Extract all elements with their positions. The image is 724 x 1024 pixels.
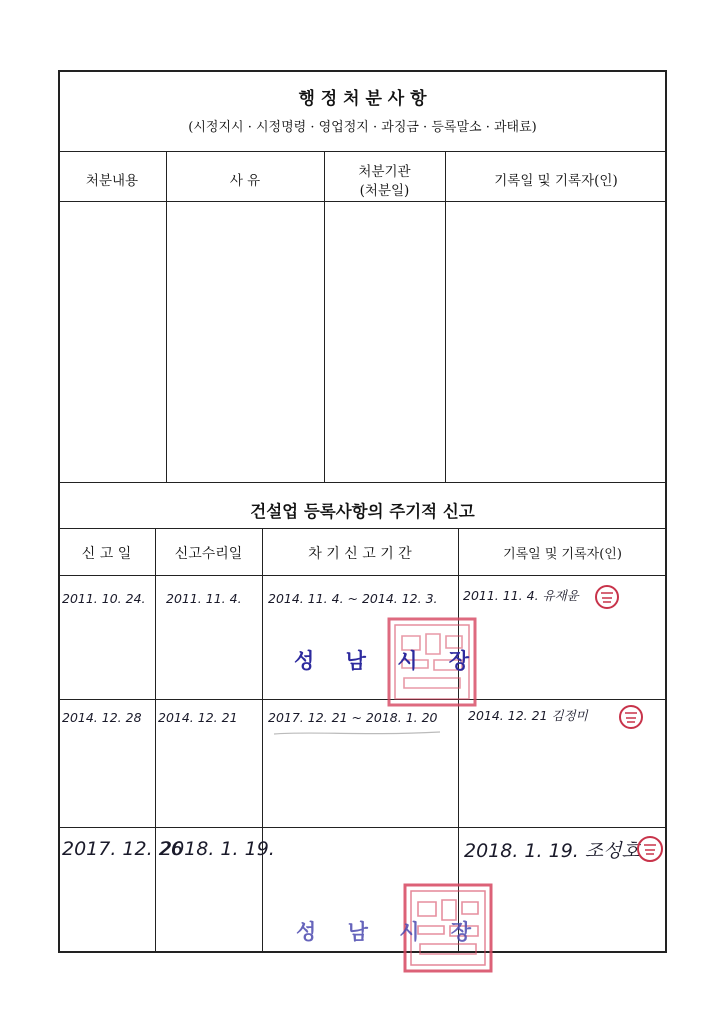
section1-subtitle: (시정지시 · 시정명령 · 영업정지 · 과징금 · 등록말소 · 과태료)	[188, 120, 537, 135]
row3-accept-date: 2018. 1. 19.	[160, 838, 275, 860]
column-divider	[324, 151, 325, 482]
divider	[58, 575, 667, 576]
header-record-2: 기록일 및 기록자(인)	[503, 547, 622, 562]
mayor-stamp-text: 성 남 시 장	[296, 920, 484, 944]
personal-seal-icon	[636, 835, 664, 863]
row1-next-period: 2014. 11. 4. ~ 2014. 12. 3.	[268, 591, 438, 606]
personal-seal-icon	[594, 584, 620, 610]
divider	[58, 201, 667, 202]
row2-record: 2014. 12. 21 김정미	[468, 708, 588, 723]
column-divider	[445, 151, 446, 482]
row1-report-date: 2011. 10. 24.	[62, 591, 146, 606]
column-divider	[166, 151, 167, 482]
row2-report-date: 2014. 12. 28	[62, 710, 142, 725]
header-report-date: 신 고 일	[81, 546, 132, 562]
mayor-stamp-text: 성 남 시 장	[294, 649, 482, 673]
personal-seal-icon	[618, 704, 644, 730]
divider	[58, 699, 667, 700]
header-action-content: 처분내용	[85, 173, 139, 189]
row3-report-date: 2017. 12. 26	[62, 838, 183, 860]
row1-record: 2011. 11. 4. 유재윤	[463, 588, 579, 603]
column-divider	[155, 528, 156, 953]
header-record: 기록일 및 기록자(인)	[494, 173, 618, 189]
divider	[58, 827, 667, 828]
header-action-date: (처분일)	[359, 183, 410, 199]
divider	[58, 482, 667, 483]
row2-next-period: 2017. 12. 21 ~ 2018. 1. 20	[268, 710, 438, 725]
row2-accept-date: 2014. 12. 21	[158, 710, 238, 725]
row1-accept-date: 2011. 11. 4.	[166, 591, 242, 606]
header-reason: 사 유	[229, 173, 261, 189]
divider	[58, 151, 667, 152]
header-next-period: 차 기 신 고 기 간	[308, 546, 412, 562]
header-agency: 처분기관	[358, 164, 411, 180]
smudge-line	[272, 728, 442, 738]
section1-title: 행 정 처 분 사 항	[298, 89, 427, 109]
column-divider	[262, 528, 263, 953]
divider	[58, 528, 667, 529]
section2-title: 건설업 등록사항의 주기적 신고	[250, 502, 475, 521]
header-accept-date: 신고수리일	[174, 546, 243, 562]
row3-record: 2018. 1. 19. 조성호	[464, 840, 640, 862]
